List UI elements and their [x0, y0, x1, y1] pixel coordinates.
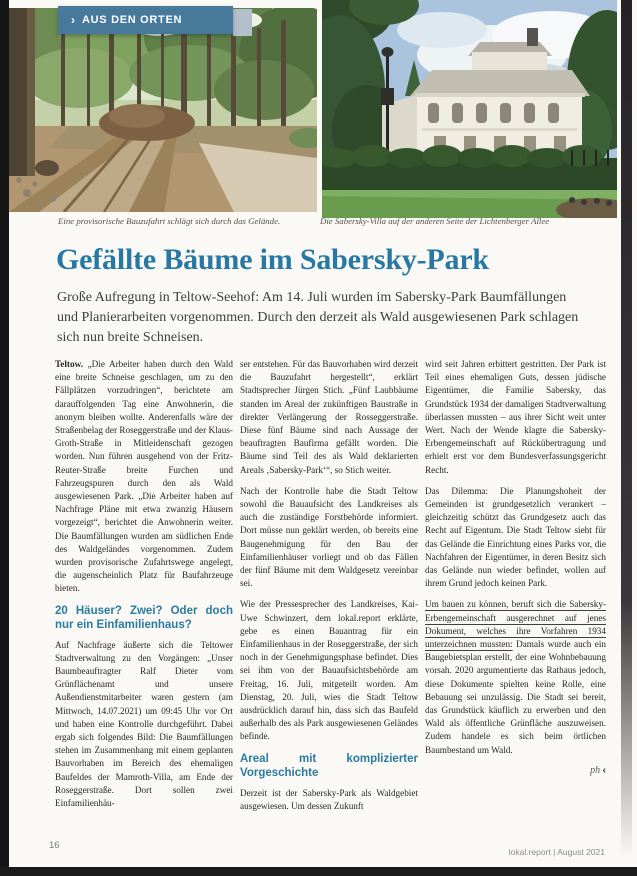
- article-column-2: [240, 358, 418, 821]
- article-column-1: [55, 358, 233, 818]
- paragraph: [425, 598, 606, 756]
- paragraph: [55, 358, 233, 596]
- subhead-how-many-houses: 20 Häuser? Zwei? Oder doch nur ein Einfamilienhaus?: [55, 604, 233, 631]
- scan-edge-right: [621, 0, 632, 858]
- paragraph: Derzeit ist der Sabersky-Park als Waldgebiet ausgewiesen. Um dessen Zukunft: [240, 787, 418, 811]
- article-standfirst: Große Aufregung in Teltow-Seehof: Am 14. Juli wurden im Sabersky-Park Baumfällungen und Planierarbeiten vorgenommen. Durch den derzeit als Wald ausgewiesenen Park schlagen sich nun breite Schneisen.: [57, 290, 579, 346]
- page-number: 16: [49, 840, 60, 851]
- scan-edge-left: [0, 0, 9, 876]
- subhead-complicated-history: Areal mit komplizierter Vorgeschichte: [240, 752, 418, 779]
- article-column-3: [425, 358, 606, 776]
- paragraph: Das Dilemma: Die Planungshoheit der Gemeinden ist grundgesetzlich verankert – gleichzeitig schützt das Grundgesetz auch das Recht auf Eigentum. Die Stadt Teltow sieht für das Gelände die Einrichtung eines Parks vor, die Nachfahren der Eigentümer, in deren Besitz sich das Gelände nun wieder befindet, wollen auf ihrem Grund jedoch keinen Park.: [425, 485, 606, 589]
- villa-illustration: [322, 0, 617, 218]
- dateline: Teltow.: [55, 359, 83, 369]
- photo-caption-right: Die Sabersky-Villa auf der anderen Seite der Lichtenberger Allee: [320, 216, 550, 226]
- section-banner-tail: [233, 9, 252, 36]
- underlined-annotation-text: Um bauen zu können, beruft sich die Sabersky-Erbengemeinschaft ausgerechnet auf jenes Dokument, welches ihre Vorfahren 1934 unterzeichnen mussten:: [425, 599, 606, 650]
- paragraph: Auf Nachfrage äußerte sich die Teltower Stadtverwaltung zu den Vorgängen: „Unser Baumbeauftragter Ralf Dieter vom Grünflächenamt und unsere Außendienstmitarbeiter waren gestern (am Mittwoch, 14.07.2021) um 09:45 Uhr vor Ort und haben eine Kontrolle durchgeführt. Dabei ergab sich folgendes Bild: Die Baumfällungen stehen im Zusammenhang mit einem geplanten Bauvorhaben im Bereich des ehemaligen Baufeldes der Mamroth-Villa, am Ende der Roseggerstraße. Dort sollen zwei Einfamilienhäu-: [55, 639, 233, 809]
- paragraph: ser entstehen. Für das Bauvorhaben wird derzeit die Bauzufahrt hergestellt“, erklärt Stadtsprecher Jürgen Stich. „Fünf Laubbäume standen im Areal der zukünftigen Baustraße in direkter Verlängerung der Rosseggerstraße. Diese fünf Bäume sind nach Aussage der beauftragten Baufirma gefällt worden. Die Bäume sind Teil des als Wald deklarierten Areals ‚Sabersky-Park‘“, so Stich weiter.: [240, 359, 418, 475]
- section-banner-label: AUS DEN ORTEN: [82, 14, 183, 26]
- photo-caption-left: Eine provisorische Bauzufahrt schlägt sich durch das Gelände.: [58, 216, 281, 226]
- section-banner: [58, 6, 233, 34]
- photo-sabersky-villa: [322, 0, 617, 218]
- author-initials: ph: [590, 764, 601, 776]
- paragraph-text: „Die Arbeiter haben durch den Wald eine breite Schneise geschlagen, um zu den Fällplätzen vorzudringen“, berichtete am darauffolgenden Tag eine Anwohnerin, die anonym bleiben wollte. Anderenfalls wäre der Straßenbelag der Roseggerstraße und der Klaus-Groth-Straße in Mitleidenschaft gezogen worden. Nun führen ausgehend von der Fritz-Reuter-Straße breite Furchen und Fahrzeugspuren durch den als Wald ausgewiesenen Park. „Die Arbeiter haben auf Nachfrage Pläne mit etwa zwanzig Häusern vorgezeigt“, berichtet die Anwohnerin weiter. Die Baumfällungen wurden am südlichen Ende des Waldgeländes vorgenommen. Zudem wurden provisorische Zufahrtswege angelegt, die augenscheinlich Platz für Baufahrzeuge bieten.: [55, 359, 234, 594]
- photo-construction-road: [9, 8, 317, 212]
- paragraph: Wie der Pressesprecher des Landkreises, Kai-Uwe Schwinzert, dem lokal.report erklärte, gebe es einen Bauantrag für ein Einfamilienhaus in der Roseggerstraße, der sich noch in der Genehmigungsphase befindet. Dies sei ihm von der Bauaufsichtsbehörde am Freitag, 16. Juli, mitgeteilt worden. Am Dienstag, 20. Juli, wies die Stadt Teltow ausdrücklich darauf hin, dass sich das Baufeld außerhalb des als Park ausgewiesenen Geländes befinde.: [240, 599, 418, 742]
- scan-edge-bottom: [0, 867, 637, 876]
- chevron-right-icon: ›: [71, 13, 75, 27]
- footer-credit: lokal.report | August 2021: [508, 847, 605, 857]
- author-end-mark: [425, 765, 606, 776]
- construction-road-illustration: [9, 8, 317, 212]
- paragraph: wird seit Jahren erbittert gestritten. Der Park ist Teil eines ehemaligen Guts, dessen jüdische Eigentümer, die Familie Sabersky, das Grundstück 1934 der damaligen Stadtverwaltung überlassen mussten – aus ihrer Sicht weit unter Wert. Nach der Wende klagte die Sabersky-Erbengemeinschaft auf Rückübertragung und erhielt erst vor dem Bundesverfassungsgericht Recht.: [425, 359, 606, 475]
- paragraph-text: Damals wurde auch ein Baugebietsplan erstellt, der eine Wohnbebauung vorsah. 2020 argumentierte das Rathaus jedoch, diese Dokumente spielten keine Rolle, eine Bebauung sei unzulässig. Die Stadt sei bereit, das Grundstück käuflich zu erwerben und den Wald als öffentliche Grünfläche auszuweisen. Zudem handele es sich beim örtlichen Baumbestand um Wald.: [425, 639, 607, 755]
- paragraph: Nach der Kontrolle habe die Stadt Teltow sowohl die Bauaufsicht des Landkreises als auch die zuständige Forstbehörde informiert. Dort müsse nun geklärt werden, ob bereits eine Baugenehmigung für den Bau der Einfamilienhäuser vorliegt und ob das Fällen der fünf Bäume mit dem Waldgesetz vereinbar sei.: [240, 485, 418, 589]
- end-mark-icon: ‹: [602, 764, 606, 776]
- article-headline: Gefällte Bäume im Sabersky-Park: [56, 243, 489, 276]
